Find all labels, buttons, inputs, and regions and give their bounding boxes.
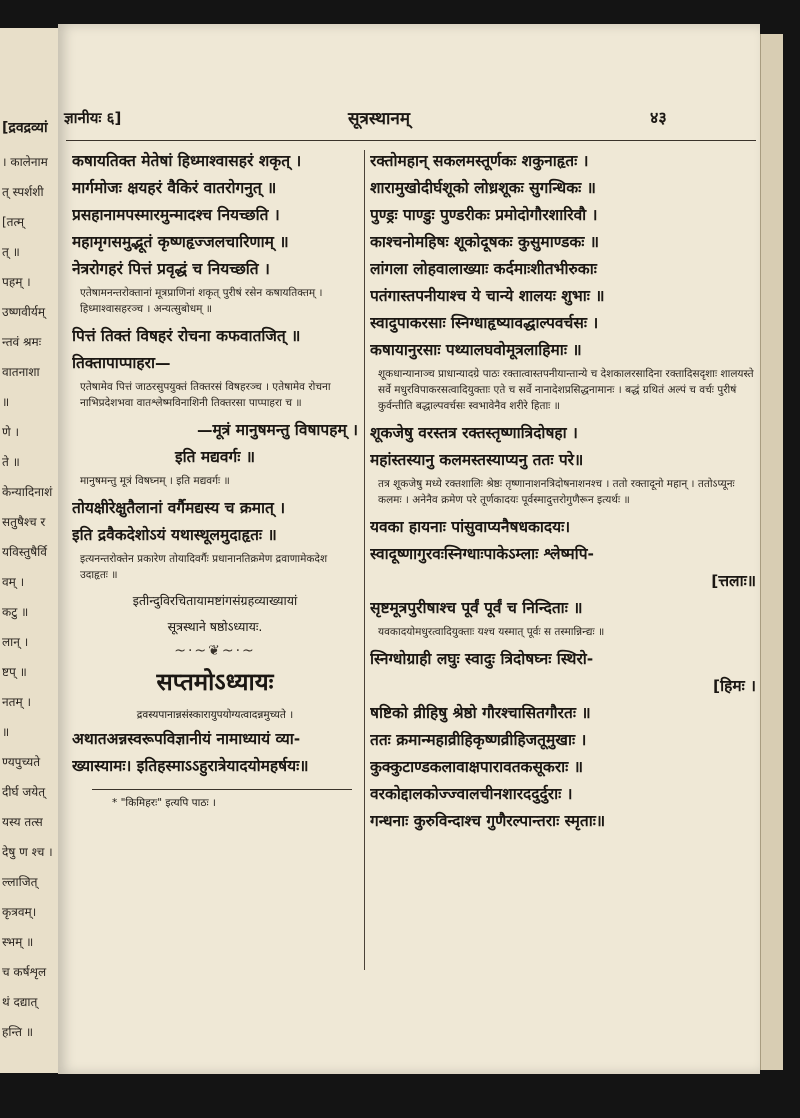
verse-block <box>370 150 756 361</box>
previous-page-line: न्तवं श्रमः <box>2 335 42 349</box>
previous-page-line: केन्यादिनाशं <box>2 485 53 499</box>
ornament-divider: ~·~❦~·~ <box>174 643 256 659</box>
previous-page-line: सतुषैश्च र <box>2 515 46 529</box>
verse-block <box>72 150 358 280</box>
verse-line: स्वादुपाकरसाः स्निग्धाहृष्यावद्धाल्पवर्चसः । <box>370 314 599 332</box>
left-column <box>72 150 358 810</box>
previous-page-line: ते ॥ <box>2 455 20 469</box>
colophon-line: इतीन्दुविरचितायामष्टांगसंग्रहव्याख्यायां <box>132 593 298 608</box>
commentary: मानुषमन्तु मूत्रं विषघ्नम् । इति मद्यवर्गः ॥ <box>80 475 230 487</box>
previous-page-line: पहम् । <box>2 275 31 289</box>
verse-block <box>72 419 358 468</box>
previous-page-line: [तत्म् <box>2 215 25 229</box>
previous-page-edge <box>0 28 60 1073</box>
page-number: ४३ <box>650 108 667 127</box>
previous-page-line: यस्य तत्स <box>2 815 43 829</box>
commentary: एतेषामनन्तरोक्तानां मूत्रप्राणिनां शकृत् पुरीषं रसेन कषायतिक्तम् । हिध्माश्वासहरञ्च । अन्यत्सुबोधम् ॥ <box>80 287 323 315</box>
verse-line: स्निग्धोग्राही लघुः स्वादुः त्रिदोषघ्नः स्थिरो- <box>370 650 594 668</box>
section-end: इति मद्यवर्गः ॥ <box>174 448 256 466</box>
verse-line: पुण्ड्रः पाण्डुः पुण्डरीकः प्रमोदोगौरशारिवौ । <box>370 206 598 224</box>
verse-line: स्वादूष्णागुरवःस्निग्धाःपाकेऽम्लाः श्लेष्मपि- <box>370 545 594 563</box>
previous-page-line: णे । <box>2 425 20 439</box>
previous-page-line: स्भम् ॥ <box>2 935 34 949</box>
previous-page-line: वम् । <box>2 575 25 589</box>
previous-page-line: हन्ति ॥ <box>2 1025 34 1039</box>
verse-line: ततः क्रमान्महाव्रीहिकृष्णव्रीहिजतूमुखाः । <box>370 731 587 749</box>
verse-block <box>370 648 756 832</box>
verse-line: [हिमः । <box>713 677 756 695</box>
previous-page-line: नतम् । <box>2 695 32 709</box>
verse-line: महामृगसमुद्भूतं कृष्णहृज्जलचारिणाम् ॥ <box>72 233 289 251</box>
colophon-line: सूत्रस्थाने षष्ठोऽध्यायः. <box>167 619 263 634</box>
commentary: इत्यनन्तरोक्तेन प्रकारेण तोयादिवर्गैः प्रधानानतिक्रमेण द्रवाणामेकदेश उदाहृतः ॥ <box>80 553 328 581</box>
footnote: * "किमिहरः" इत्यपि पाठः । <box>112 797 216 809</box>
previous-page-line: कटु ॥ <box>2 605 29 619</box>
previous-page-line: दीर्घ जयेत् <box>2 785 46 799</box>
verse-line: पतंगास्तपनीयाश्च ये चान्ये शालयः शुभाः ॥ <box>370 287 605 305</box>
header-rule <box>66 140 756 141</box>
verse-line: तोयक्षीरेक्षुतैलानां वर्गैमद्यस्य च क्रमात् । <box>72 499 286 517</box>
previous-page-line: लान् । <box>2 635 29 649</box>
previous-page-line: वातनाशा <box>2 365 40 379</box>
verse-line: नेत्ररोगहरं पित्तं प्रवृद्धं च नियच्छति । <box>72 260 270 278</box>
verse-line: —मूत्रं मानुषमन्तु विषापहम् । <box>196 421 358 439</box>
page-fore-edge <box>760 34 783 1070</box>
verse-line: इति द्रवैकदेशोऽयं यथास्थूलमुदाहृतः ॥ <box>72 526 277 544</box>
verse-line: लांगला लोहवालाख्याः कर्दमाःशीतभीरुकाः <box>370 260 597 278</box>
verse-line: कषायानुरसाः पथ्यालघवोमूत्रलाहिमाः ॥ <box>370 341 582 359</box>
verse-line: यवका हायनाः पांसुवाप्यनैषधकादयः। <box>370 518 571 536</box>
running-header <box>58 100 760 140</box>
previous-page-line: । कालेनाम <box>2 155 48 169</box>
previous-page-line: ॥ <box>2 395 10 409</box>
previous-page-line: उष्णवीर्यम् <box>2 305 46 319</box>
previous-page-line: देषु ण श्च । <box>2 845 53 859</box>
verse-line: [त्तलाः॥ <box>711 572 756 590</box>
verse-block <box>370 422 756 471</box>
verse-line: शूकजेषु वरस्तत्र रक्तस्तृष्णात्रिदोषहा । <box>370 424 578 442</box>
verse-line: कुक्कुटाण्डकलावाक्षपारावतकसूकराः ॥ <box>370 758 583 776</box>
previous-page-header: [द्रवद्रव्यां <box>2 120 48 136</box>
verse-line: वरकोद्दालकोज्ज्वालचीनशारददुर्दुराः । <box>370 785 573 803</box>
footnote-rule <box>92 789 352 790</box>
previous-page-line: थं दद्यात् <box>2 995 38 1009</box>
verse-line: काश्चनोमहिषः शूकोदूषकः कुसुमाण्डकः ॥ <box>370 233 600 251</box>
commentary: शूकधान्यानाञ्च प्राधान्यादग्रे पाठः रक्तात्वास्तपनीयान्तान्ये च देशकालरसादिना रक्तादिसदृशाः शालयस्ते सर्वे मधुरविपाकरसत्वादियुक्ताः एते च सर्वे नानादेशप्रसिद्धनामानः । बद्धं ग्रथितं अल्पं च वर्चः पुरीषं कुर्वन्तीति बद्धाल्पवर्चसः स्वभावेनैव शरीरे हिताः ॥ <box>378 368 754 412</box>
verse-block <box>72 325 358 374</box>
verse-block <box>370 516 756 619</box>
verse-line: गन्धनाः कुरुविन्दाश्च गुणैरल्पान्तराः स्मृताः॥ <box>370 812 606 830</box>
header-left: ज्ञानीयः ६] <box>64 109 122 127</box>
commentary: तत्र शूकजेषु मध्ये रक्तशालिः श्रेष्ठः तृष्णानाशनत्रिदोषनाशनश्च । ततो रक्तादूनो महान् । ततोऽप्यूनः कलमः । अनेनैव क्रमेण परे तूर्णकादयः पूर्वस्मादुत्तरोगुणैरून इत्यर्थः ॥ <box>378 478 735 506</box>
previous-page-line: च कर्षशृल <box>2 965 47 979</box>
right-column <box>370 150 756 837</box>
previous-page-line: कृत्रवम्। <box>2 905 37 919</box>
previous-page-line: ष्टप् ॥ <box>2 665 27 679</box>
previous-page-line: यविस्तुषैर्वि <box>2 545 47 559</box>
verse-line: सृष्टमूत्रपुरीषाश्च पूर्वं पूर्वं च निन्दिताः ॥ <box>370 599 583 617</box>
verse-line: अथातअन्नस्वरूपविज्ञानीयं नामाध्यायं व्या- <box>72 730 301 748</box>
previous-page-line: त् स्पर्शशी <box>2 185 44 199</box>
commentary: यवकादयोमधुरत्वादियुक्ताः यश्च यस्मात् पूर्वः स तस्मान्निन्द्यः ॥ <box>378 626 605 638</box>
verse-block <box>72 497 358 546</box>
verse-line: शारामुखोदीर्घशूको लोध्रशूकः सुगन्धिकः ॥ <box>370 179 596 197</box>
verse-line: प्रसहानामपस्मारमुन्मादश्च नियच्छति । <box>72 206 280 224</box>
verse-line: महांस्तस्यानु कलमस्तस्याप्यनु ततः परे॥ <box>370 451 584 469</box>
chapter-intro: द्रवस्यपानान्नसंस्कारायुपयोग्यत्वादन्नमुच्यते । <box>136 709 294 721</box>
verse-line: तिक्तापाप्पाहरा— <box>72 354 171 372</box>
verse-line: पित्तं तिक्तं विषहरं रोचना कफवातजित् ॥ <box>72 327 301 345</box>
previous-page-line: ल्लाजित् <box>2 875 38 889</box>
header-title: सूत्रस्थानम् <box>348 109 411 129</box>
commentary: एतेषामेव पित्तं जाठरसुपयुक्तं तिक्तरसं विषहरञ्च । एतेषामेव रोचना नाभिप्रदेशभवा वातश्लेष्मविनाशिनी तिक्तरसा पाप्पाहरा च ॥ <box>80 381 331 409</box>
previous-page-line: ॥ <box>2 725 10 739</box>
verse-line: रक्तोमहान् सकलमस्तूर्णकः शकुनाहृतः । <box>370 152 589 170</box>
column-divider <box>364 150 365 970</box>
previous-page-line: ण्यपुच्यते <box>2 755 41 769</box>
verse-line: षष्टिको व्रीहिषु श्रेष्ठो गौरश्चासितगौरतः ॥ <box>370 704 591 722</box>
chapter-title: सप्तमोऽध्यायः <box>156 668 274 696</box>
previous-page-line: त् ॥ <box>2 245 20 259</box>
verse-block <box>72 728 358 777</box>
verse-line: ख्यास्यामः। इतिहस्माऽऽहुरात्रेयादयोमहर्षयः॥ <box>72 757 309 775</box>
verse-line: मार्गमोजः क्षयहरं वैकिरं वातरोगनुत् ॥ <box>72 179 277 197</box>
verse-line: कषायतिक्त मेतेषां हिध्माश्वासहरं शकृत् । <box>72 152 302 170</box>
